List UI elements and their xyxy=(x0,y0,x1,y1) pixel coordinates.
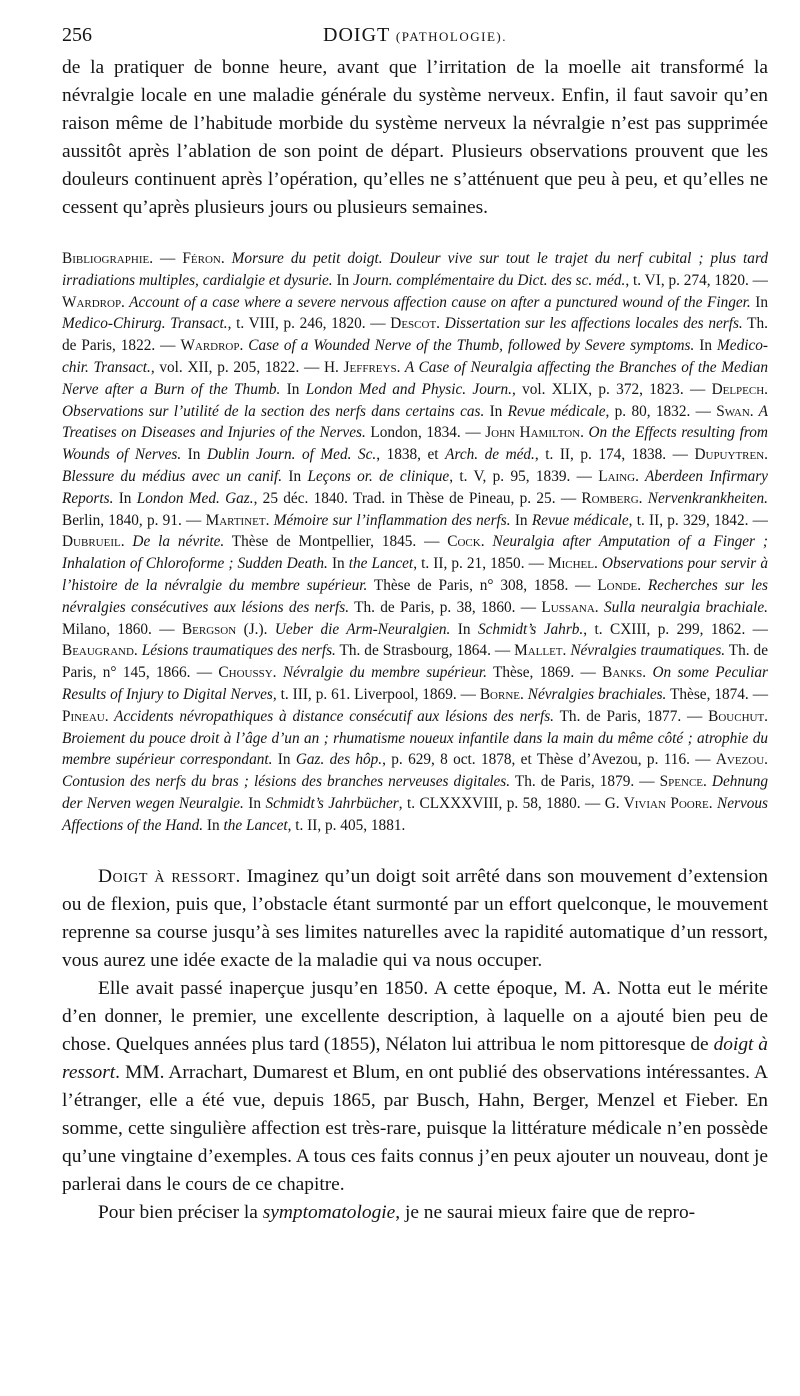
bibliography-title: Revue médicale xyxy=(531,511,629,529)
bibliography-title: Accidents névropathiques à distance consécutif aux lésions des nerfs. xyxy=(108,707,555,725)
bibliography-author: Dubrueil. xyxy=(62,533,125,551)
bibliography-title: Dissertation sur les affections locales des nerfs. xyxy=(440,315,743,333)
bibliography-text: , t. VI, p. 274, 1820. — xyxy=(625,271,768,289)
bibliography-author: Féron. xyxy=(182,250,225,267)
bibliography-author: Swan. xyxy=(716,402,754,420)
bibliography-title: Observations pour servir à l’histoire de la névralgie du membre supérieur. xyxy=(62,555,768,594)
section-heading: Doigt à ressort. xyxy=(98,865,241,887)
bibliography-text: Thèse de Montpellier, 1845. — xyxy=(224,533,448,551)
running-title-sub: (PATHOLOGIE). xyxy=(395,29,507,44)
bibliography-title: Arch. de méd. xyxy=(445,446,535,464)
bibliography-text: Berlin, 1840, p. 91. — xyxy=(62,511,206,529)
bibliography-text: , t. II, p. 329, 1842. — xyxy=(628,511,768,529)
bibliography-author: Lussana. xyxy=(541,598,599,616)
section-paragraph-2-italic: doigt à ressort xyxy=(62,1033,769,1083)
bibliography-text: In xyxy=(280,380,306,398)
section-paragraph-1-text: Imaginez qu’un doigt soit arrêté dans son mouvement d’extension ou de flexion, puis que, l’obstacle étant surmonté par un effort quelconque, le mouvement reprenne sa course jusqu’à ses limites naturelles avec la rapidité automatique d’un ressort, vous aurez une idée exacte de la maladie qui va nous occuper. xyxy=(62,865,768,971)
bibliography-text: In xyxy=(181,446,207,464)
bibliography-title: Névralgies traumatiques. xyxy=(566,642,726,660)
bibliography-text: In xyxy=(510,511,532,529)
bibliography-title: Broiement du pouce droit à l’âge d’un an ; rhumatisme noueux infantile dans la main du même côté ; atrophie du membre supérieur correspondant. xyxy=(62,729,768,769)
book-page xyxy=(62,18,768,1227)
bibliography-title: Schmidt’s Jahrb. xyxy=(477,620,584,638)
bibliography-text: Milano, 1860. — xyxy=(62,620,182,638)
bibliography-text: , vol. XII, p. 205, 1822. — xyxy=(150,358,324,376)
bibliography-author: Wardrop. xyxy=(180,337,244,355)
page-header xyxy=(62,18,768,54)
section-paragraph-3-a: Pour bien préciser la xyxy=(98,1201,263,1223)
section-paragraph-2-b: . MM. Arrachart, Dumarest et Blum, en ont publié des observations intéressantes. A l’étranger, elle a été vue, depuis 1865, par Busch, Hahn, Berger, Menzel et Fieber. En somme, cette singulière affection est très-rare, puisque la littérature médicale n’en possède qu’une vingtaine d’exemples. A tous ces faits connus j’en peux ajouter un nouveau, dont je parlerai dans le cours de ce chapitre. xyxy=(62,1061,768,1195)
bibliography-text: In xyxy=(203,816,224,834)
bibliography-text: , t. II, p. 405, 1881. xyxy=(287,816,406,834)
bibliography-author: Pineau. xyxy=(62,707,109,725)
bibliography-text: In xyxy=(282,467,308,485)
bibliography-author: Descot. xyxy=(390,315,440,333)
bibliography-author: Beaugrand. xyxy=(62,642,138,660)
bibliography-author: Delpech. xyxy=(711,380,768,398)
section-paragraph-2-a: Elle avait passé inaperçue jusqu’en 1850. A cette époque, M. A. Notta eut le mérite d’en donner, le premier, une excellente description, à laquelle on a ajouté bien peu de chose. Quelques années plus tard (1855), Nélaton lui attribua le nom pittoresque de xyxy=(62,977,768,1055)
bibliography-author: Dupuytren. xyxy=(694,446,768,464)
bibliography-text: , vol. XLIX, p. 372, 1823. — xyxy=(511,380,712,398)
bibliography-text: Th. de Paris, 1822. — xyxy=(62,315,768,355)
bibliography-title: Nervous Affections of the Hand. xyxy=(62,794,769,834)
bibliography-text: In xyxy=(243,794,266,812)
page-number: 256 xyxy=(62,24,92,46)
bibliography-title: Gaz. des hôp. xyxy=(295,751,383,769)
bibliography-title: Aberdeen Infirmary Reports. xyxy=(62,467,768,507)
bibliography-text: Thèse de Paris, n° 308, 1858. — xyxy=(367,576,598,594)
bibliography-text: Th. de Paris, 1877. — xyxy=(554,707,709,725)
bibliography-text: , t. II, p. 174, 1838. — xyxy=(534,446,695,464)
bibliography-author: Michel. xyxy=(548,555,598,573)
bibliography-author: Cock. xyxy=(447,533,485,551)
bibliography-author: Spence. xyxy=(659,773,707,791)
bibliography-author: Choussy. xyxy=(218,664,277,682)
bibliography-title: Journ. complémentaire du Dict. des sc. méd. xyxy=(353,271,626,289)
running-title-main: DOIGT xyxy=(323,24,390,46)
bibliography-label: Bibliographie. xyxy=(62,250,154,267)
bibliography-text: , t. V, p. 95, 1839. — xyxy=(449,467,599,485)
bibliography-title: Morsure du petit doigt. Douleur vive sur tout le trajet du nerf cubital ; plus tard irradiations multiples, cardialgie et dysurie. xyxy=(62,250,768,289)
bibliography-title: Case of a Wounded Nerve of the Thumb, followed by Severe symptoms. xyxy=(243,337,695,355)
bibliography-title: Dublin Journ. of Med. Sc. xyxy=(206,446,377,464)
bibliography-title: the Lancet xyxy=(223,816,288,834)
bibliography-title: Observations sur l’utilité de la section des nerfs dans certains cas. xyxy=(62,402,485,420)
bibliography-author: Borne. xyxy=(479,685,524,703)
bibliography-author: Avezou. xyxy=(715,751,768,769)
bibliography-author: Romberg. xyxy=(581,489,643,507)
bibliography-text: In xyxy=(332,271,354,289)
bibliography-text: Thèse, 1869. — xyxy=(486,664,603,682)
bibliography-text: , p. 80, 1832. — xyxy=(605,402,717,420)
bibliography-title: Leçons or. de clinique xyxy=(307,467,450,485)
bibliography-text: , p. 629, 8 oct. 1878, et Thèse d’Avezou, p. 116. — xyxy=(382,751,716,769)
bibliography-text: London, 1834. — xyxy=(365,424,486,442)
bibliography-text: In xyxy=(327,555,349,573)
bibliography-title: Account of a case where a severe nervous affection cause on after a punctured wound of the Finger. xyxy=(124,293,751,311)
bibliography-title: Blessure du médius avec un canif. xyxy=(62,467,283,485)
bibliography-title: A Treatises on Diseases and Injuries of the Nerves. xyxy=(62,402,768,442)
bibliography-title: Ueber die Arm-Neuralgien. xyxy=(267,620,451,638)
bibliography-text: Thèse, 1874. — xyxy=(666,685,768,703)
section-paragraph-3-italic: symptomatologie xyxy=(262,1201,396,1223)
bibliography-author: H. Jeffreys. xyxy=(323,358,401,376)
bibliography-author: Wardrop. xyxy=(62,293,125,311)
bibliography-text: , 25 déc. 1840. Trad. in Thèse de Pineau, p. 25. — xyxy=(253,489,582,507)
bibliography-text: In xyxy=(750,293,768,311)
bibliography-text: Th. de Strasbourg, 1864. — xyxy=(335,642,515,660)
bibliography-author: Mallet. xyxy=(514,642,567,660)
bibliography-title: Neuralgia after Amputation of a Finger ; Inhalation of Chloroforme ; Sudden Death. xyxy=(62,533,768,573)
bibliography-text: In xyxy=(484,402,508,420)
bibliography-title: A Case of Neuralgia affecting the Branches of the Median Nerve after a Burn of the Thumb. xyxy=(62,358,768,398)
bibliography-author: Londe. xyxy=(597,576,642,594)
bibliography-text: Th. de Paris, n° 145, 1866. — xyxy=(62,642,768,682)
bibliography-title: Névralgie du membre supérieur. xyxy=(276,664,487,682)
bibliography-author: Laing. xyxy=(598,467,639,485)
bibliography-title: Sulla neuralgia brachiale. xyxy=(598,598,768,616)
bibliography-title: Dehnung der Nerven wegen Neuralgie. xyxy=(62,773,768,812)
bibliography-text: Th. de Paris, p. 38, 1860. — xyxy=(349,598,542,616)
section-paragraph-3 xyxy=(62,1199,768,1227)
bibliography-author: Bouchut. xyxy=(708,707,768,725)
bibliography-title: Revue médicale xyxy=(507,402,606,420)
bibliography-title: Contusion des nerfs du bras ; lésions des branches nerveuses digitales. xyxy=(62,773,511,791)
bibliography-title: Névralgies brachiales. xyxy=(523,685,667,703)
bibliography-text: , t. CLXXXVIII, p. 58, 1880. — xyxy=(398,794,605,812)
bibliography-title: Nervenkrankheiten. xyxy=(642,489,768,507)
bibliography-text: In xyxy=(694,337,718,355)
bibliography-author: Banks. xyxy=(602,664,647,682)
bibliography-author: John Hamilton. xyxy=(485,424,584,442)
bibliography-title: Mémoire sur l’inflammation des nerfs. xyxy=(269,511,511,529)
bibliography-text: , t. CXIII, p. 299, 1862. — xyxy=(583,620,768,638)
bibliography-text: t. III, p. 61. Liverpool, 1869. — xyxy=(276,685,480,703)
bibliography-author: Bergson (J.). xyxy=(181,620,268,638)
bibliography-title: Lésions traumatiques des nerfs. xyxy=(137,642,336,660)
bibliography-title: London Med and Physic. Journ. xyxy=(305,380,512,398)
bibliography-text: , t. II, p. 21, 1850. — xyxy=(413,555,548,573)
bibliography-title: Schmidt’s Jahrbücher xyxy=(265,794,399,812)
bibliography-title: London Med. Gaz. xyxy=(136,489,254,507)
bibliography-author: G. Vivian Poore. xyxy=(604,794,713,812)
bibliography-title: De la névrite. xyxy=(124,533,225,551)
section-paragraph-1 xyxy=(62,863,768,975)
bibliography-text: In xyxy=(113,489,137,507)
section-paragraph-3-b: , je ne saurai mieux faire que de repro- xyxy=(395,1201,696,1223)
bibliography-text: Th. de Paris, 1879. — xyxy=(510,773,660,791)
bibliography-title: On the Effects resulting from Wounds of Nerves. xyxy=(62,424,768,464)
intro-paragraph: de la pratiquer de bonne heure, avant que l’irritation de la moelle ait transformé la névralgie locale en une maladie générale du système nerveux. Enfin, il faut savoir qu’en raison même de l’habitude morbide du système nerveux la névralgie n’est pas supprimée aussitôt après l’ablation de son point de départ. Plusieurs observations prouvent que les douleurs continuent après l’opération, qu’elles ne s’atténuent que peu à peu, et qu’elles ne cessent qu’après plusieurs jours ou plusieurs semaines. xyxy=(62,57,768,218)
bibliography-author: Martinet. xyxy=(205,511,270,529)
section-paragraph-2 xyxy=(62,975,768,1199)
bibliography-block xyxy=(62,248,768,837)
bibliography-title: Recherches sur les névralgies consécutives aux lésions des nerfs. xyxy=(62,576,768,616)
bibliography-title: Medico-Chirurg. Transact. xyxy=(62,315,228,333)
running-title xyxy=(62,24,768,47)
bibliography-text: In xyxy=(272,751,296,769)
bibliography-text: , 1838, et xyxy=(376,446,446,464)
bibliography-text: In xyxy=(450,620,478,638)
bibliography-title: On some Peculiar Results of Injury to Digital Nerves, xyxy=(62,664,768,703)
bibliography-text: , t. VIII, p. 246, 1820. — xyxy=(227,315,391,333)
bibliography-text: — xyxy=(153,250,183,267)
bibliography-title: the Lancet xyxy=(348,555,414,573)
bibliography-title: Medico-chir. Transact. xyxy=(62,337,768,376)
